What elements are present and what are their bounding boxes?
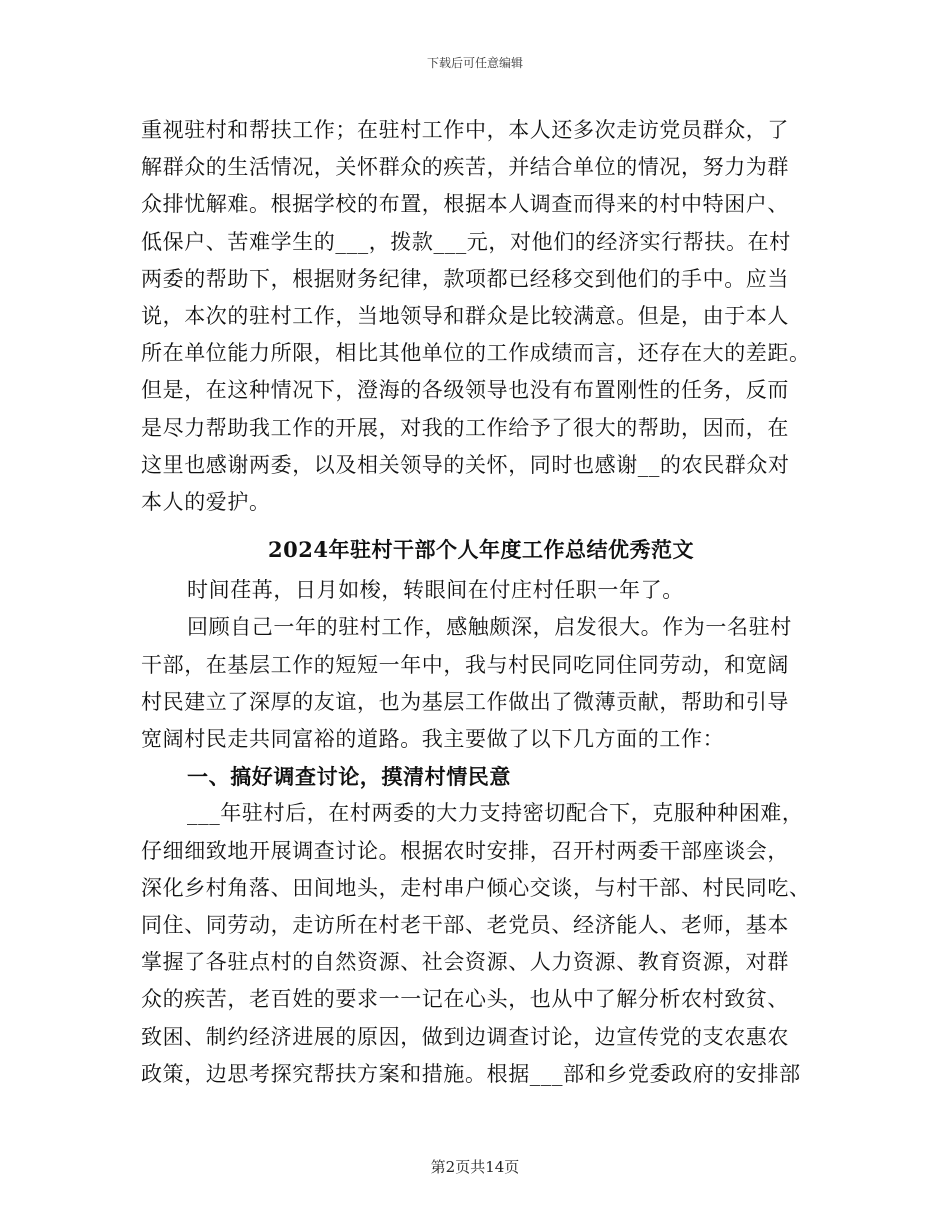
paragraph-line: 两委的帮助下，根据财务纪律，款项都已经移交到他们的手中。应当 <box>141 266 789 291</box>
paragraph-line: 掌握了各驻点村的自然资源、社会资源、人力资源、教育资源，对群 <box>141 950 789 975</box>
paragraph-line: 深化乡村角落、田间地头，走村串户倾心交谈，与村干部、村民同吃、 <box>141 875 811 900</box>
paragraph-review <box>141 609 821 758</box>
paragraph-line: 众的疾苦，老百姓的要求一一记在心头，也从中了解分析农村致贫、 <box>141 987 789 1012</box>
paragraph-line: 干部，在基层工作的短短一年中，我与村民同吃同住同劳动，和宽阔 <box>141 652 789 677</box>
paragraph-line: 回顾自己一年的驻村工作，感触颇深，启发很大。作为一名驻村 <box>187 615 792 640</box>
paragraph-line: 同住、同劳动，走访所在村老干部、老党员、经济能人、老师，基本 <box>141 912 789 937</box>
paragraph-line: 仔细细致地开展调查讨论。根据农时安排，召开村两委干部座谈会， <box>141 838 789 863</box>
paragraph-section1 <box>141 795 821 1093</box>
document-body <box>141 112 821 1093</box>
paragraph-continued <box>141 112 821 521</box>
paragraph-line: 解群众的生活情况，关怀群众的疾苦，并结合单位的情况，努力为群 <box>141 155 789 180</box>
article-title: 2024年驻村干部个人年度工作总结优秀范文 <box>268 537 694 563</box>
paragraph-line: 说，本次的驻村工作，当地领导和群众是比较满意。但是，由于本人 <box>141 303 789 328</box>
paragraph-line: 本人的爱护。 <box>141 489 271 514</box>
paragraph-line: 但是，在这种情况下，澄海的各级领导也没有布置刚性的任务，反而 <box>141 378 789 403</box>
paragraph-line: 低保户、苦难学生的___，拨款___元，对他们的经济实行帮扶。在村 <box>141 229 791 254</box>
paragraph-line: 致困、制约经济进展的原因，做到边调查讨论，边宣传党的支农惠农 <box>141 1024 789 1049</box>
paragraph-line: ___年驻村后，在村两委的大力支持密切配合下，克服种种困难， <box>187 801 804 826</box>
paragraph-line: 重视驻村和帮扶工作；在驻村工作中，本人还多次走访党员群众，了 <box>141 118 789 142</box>
page-header: 下载后可任意编辑 <box>426 56 523 70</box>
paragraph-line: 是尽力帮助我工作的开展，对我的工作给予了很大的帮助，因而，在 <box>141 415 789 440</box>
page-number: 第2页共14页 <box>430 1158 520 1176</box>
paragraph-line: 这里也感谢两委，以及相关领导的关怀，同时也感谢__的农民群众对 <box>141 452 790 477</box>
paragraph-line: 政策，边思考探究帮扶方案和措施。根据___部和乡党委政府的安排部 <box>141 1061 801 1086</box>
intro-line: 时间荏苒，日月如梭，转眼间在付庄村任职一年了。 <box>187 578 684 603</box>
paragraph-line: 众排忧解难。根据学校的布置，根据本人调查而得来的村中特困户、 <box>141 192 789 217</box>
paragraph-line: 宽阔村民走共同富裕的道路。我主要做了以下几方面的工作： <box>141 727 725 751</box>
paragraph-line: 所在单位能力所限，相比其他单位的工作成绩而言，还存在大的差距。 <box>141 341 811 366</box>
paragraph-line: 村民建立了深厚的友谊，也为基层工作做出了微薄贡献，帮助和引导 <box>141 689 789 714</box>
section-heading: 一、搞好调查讨论，摸清村情民意 <box>187 764 511 790</box>
